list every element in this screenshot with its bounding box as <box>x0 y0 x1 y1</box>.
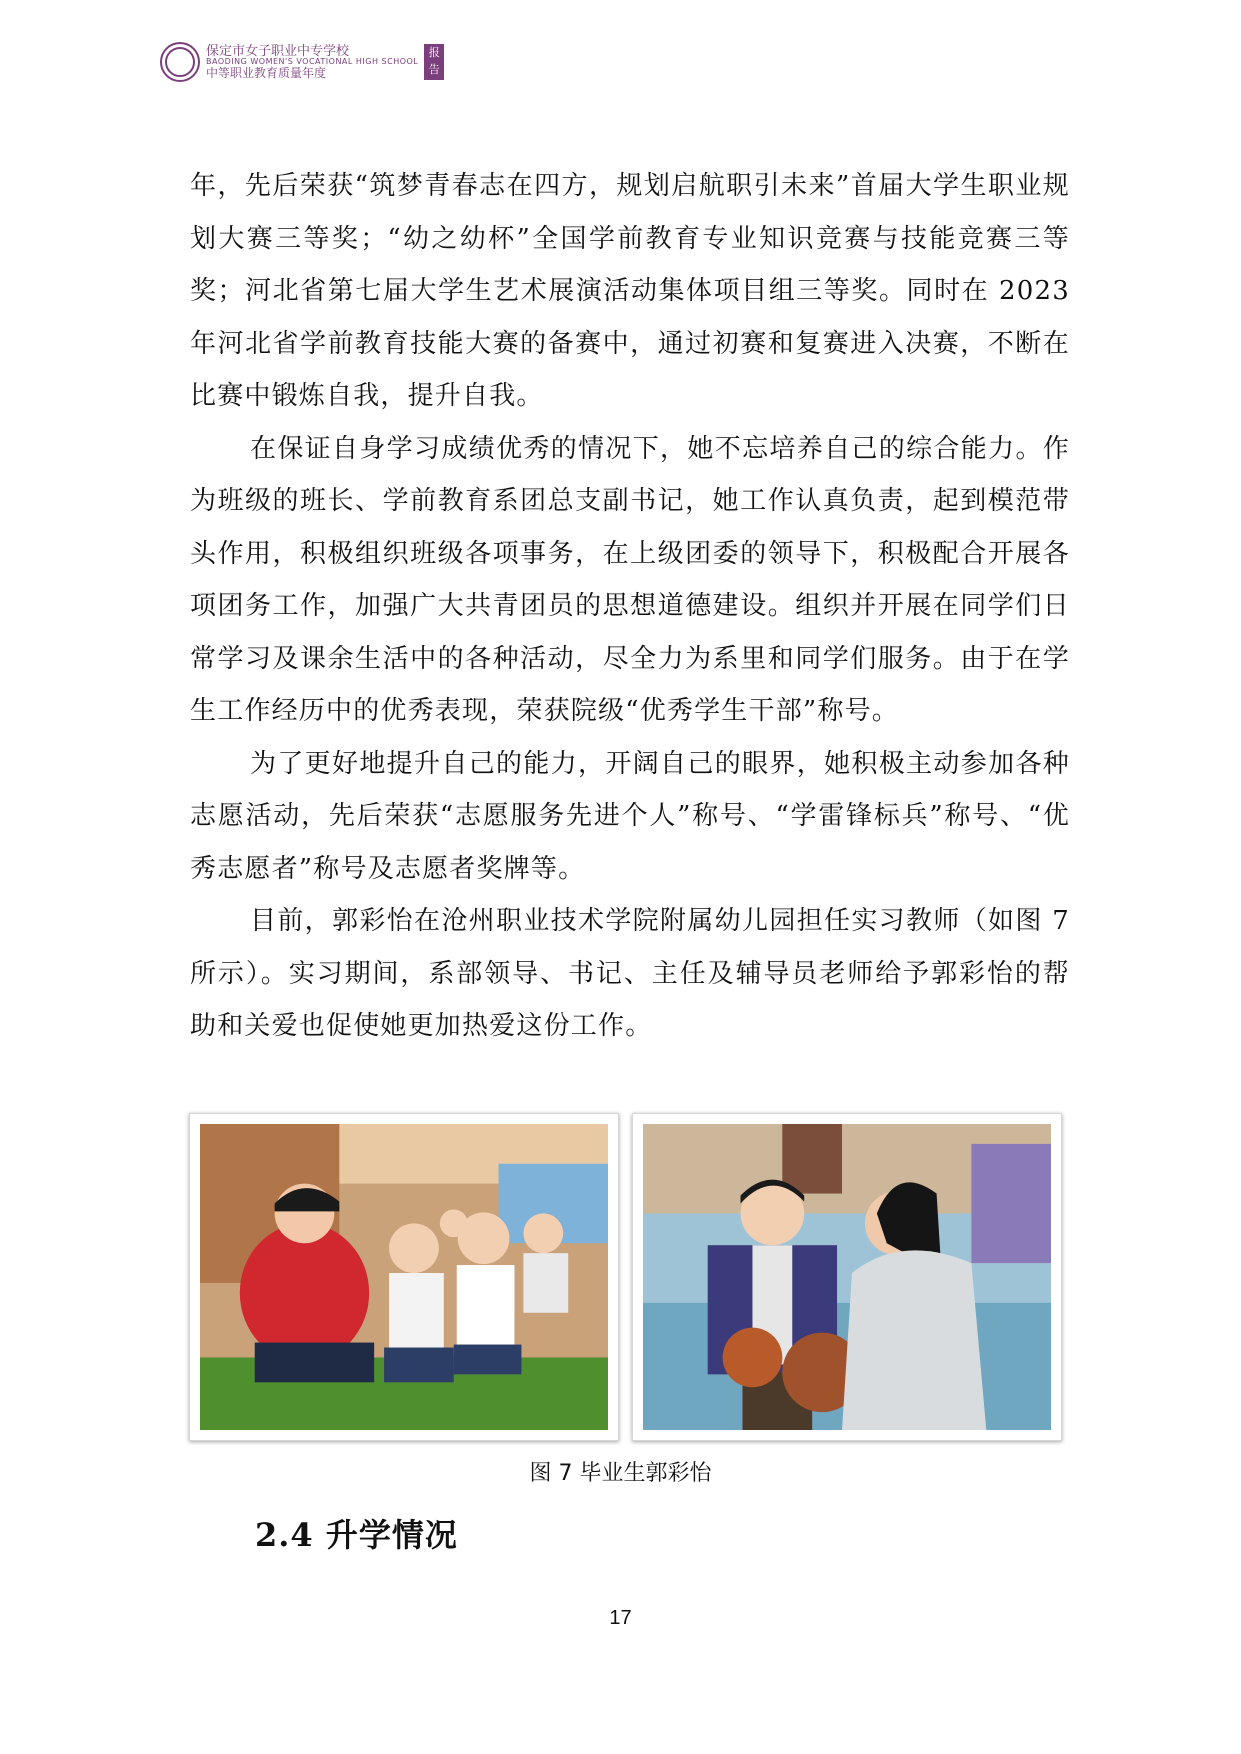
photo-illustration-right <box>643 1124 1051 1430</box>
report-title: 中等职业教育质量年度 <box>206 65 327 80</box>
body-text <box>190 160 1070 1053</box>
photo-illustration-left <box>200 1124 608 1430</box>
header-logo <box>160 42 444 82</box>
paragraph-awards: 年，先后荣获“筑梦青春志在四方，规划启航职引未来”首届大学生职业规划大赛三等奖；“幼之幼杯”全国学前教育专业知识竞赛与技能竞赛三等奖；河北省第七届大学生艺术展演活动集体项目组三等奖。同时在 2023 年河北省学前教育技能大赛的备赛中，通过初赛和复赛进入决赛，不断在比赛中锻炼自我，提升自我。 <box>190 171 1070 411</box>
report-badge: 报告 <box>424 44 444 80</box>
page-number: 17 <box>609 1607 632 1629</box>
paragraph-volunteer: 为了更好地提升自己的能力，开阔自己的眼界，她积极主动参加各种志愿活动，先后荣获“志愿服务先进个人”称号、“学雷锋标兵”称号、“优秀志愿者”称号及志愿者奖牌等。 <box>190 748 1070 884</box>
section-heading: 2.4 升学情况 <box>255 1516 458 1554</box>
photo-teacher-with-child-basketball <box>632 1113 1062 1441</box>
figure-photos <box>189 1113 1062 1441</box>
school-logo-text <box>206 45 418 80</box>
school-name: 保定市女子职业中专学校 <box>206 43 350 59</box>
paragraph-internship: 目前，郭彩怡在沧州职业技术学院附属幼儿园担任实习教师（如图 7 所示）。实习期间，系部领导、书记、主任及辅导员老师给予郭彩怡的帮助和关爱也促使她更加热爱这份工作。 <box>190 906 1070 1041</box>
paragraph-leadership: 在保证自身学习成绩优秀的情况下，她不忘培养自己的综合能力。作为班级的班长、学前教育系团总支副书记，她工作认真负责，起到模范带头作用，积极组织班级各项事务，在上级团委的领导下，积极配合开展各项团务工作，加强广大共青团员的思想道德建设。组织并开展在同学们日常学习及课余生活中的各种活动，尽全力为系里和同学们服务。由于在学生工作经历中的优秀表现，荣获院级“优秀学生干部”称号。 <box>190 433 1070 726</box>
school-name-en: BAODING WOMEN'S VOCATIONAL HIGH SCHOOL <box>206 57 419 67</box>
school-seal-icon <box>160 42 200 82</box>
figure-caption: 图 7 毕业生郭彩怡 <box>529 1461 712 1486</box>
photo-teacher-with-children <box>189 1113 619 1441</box>
